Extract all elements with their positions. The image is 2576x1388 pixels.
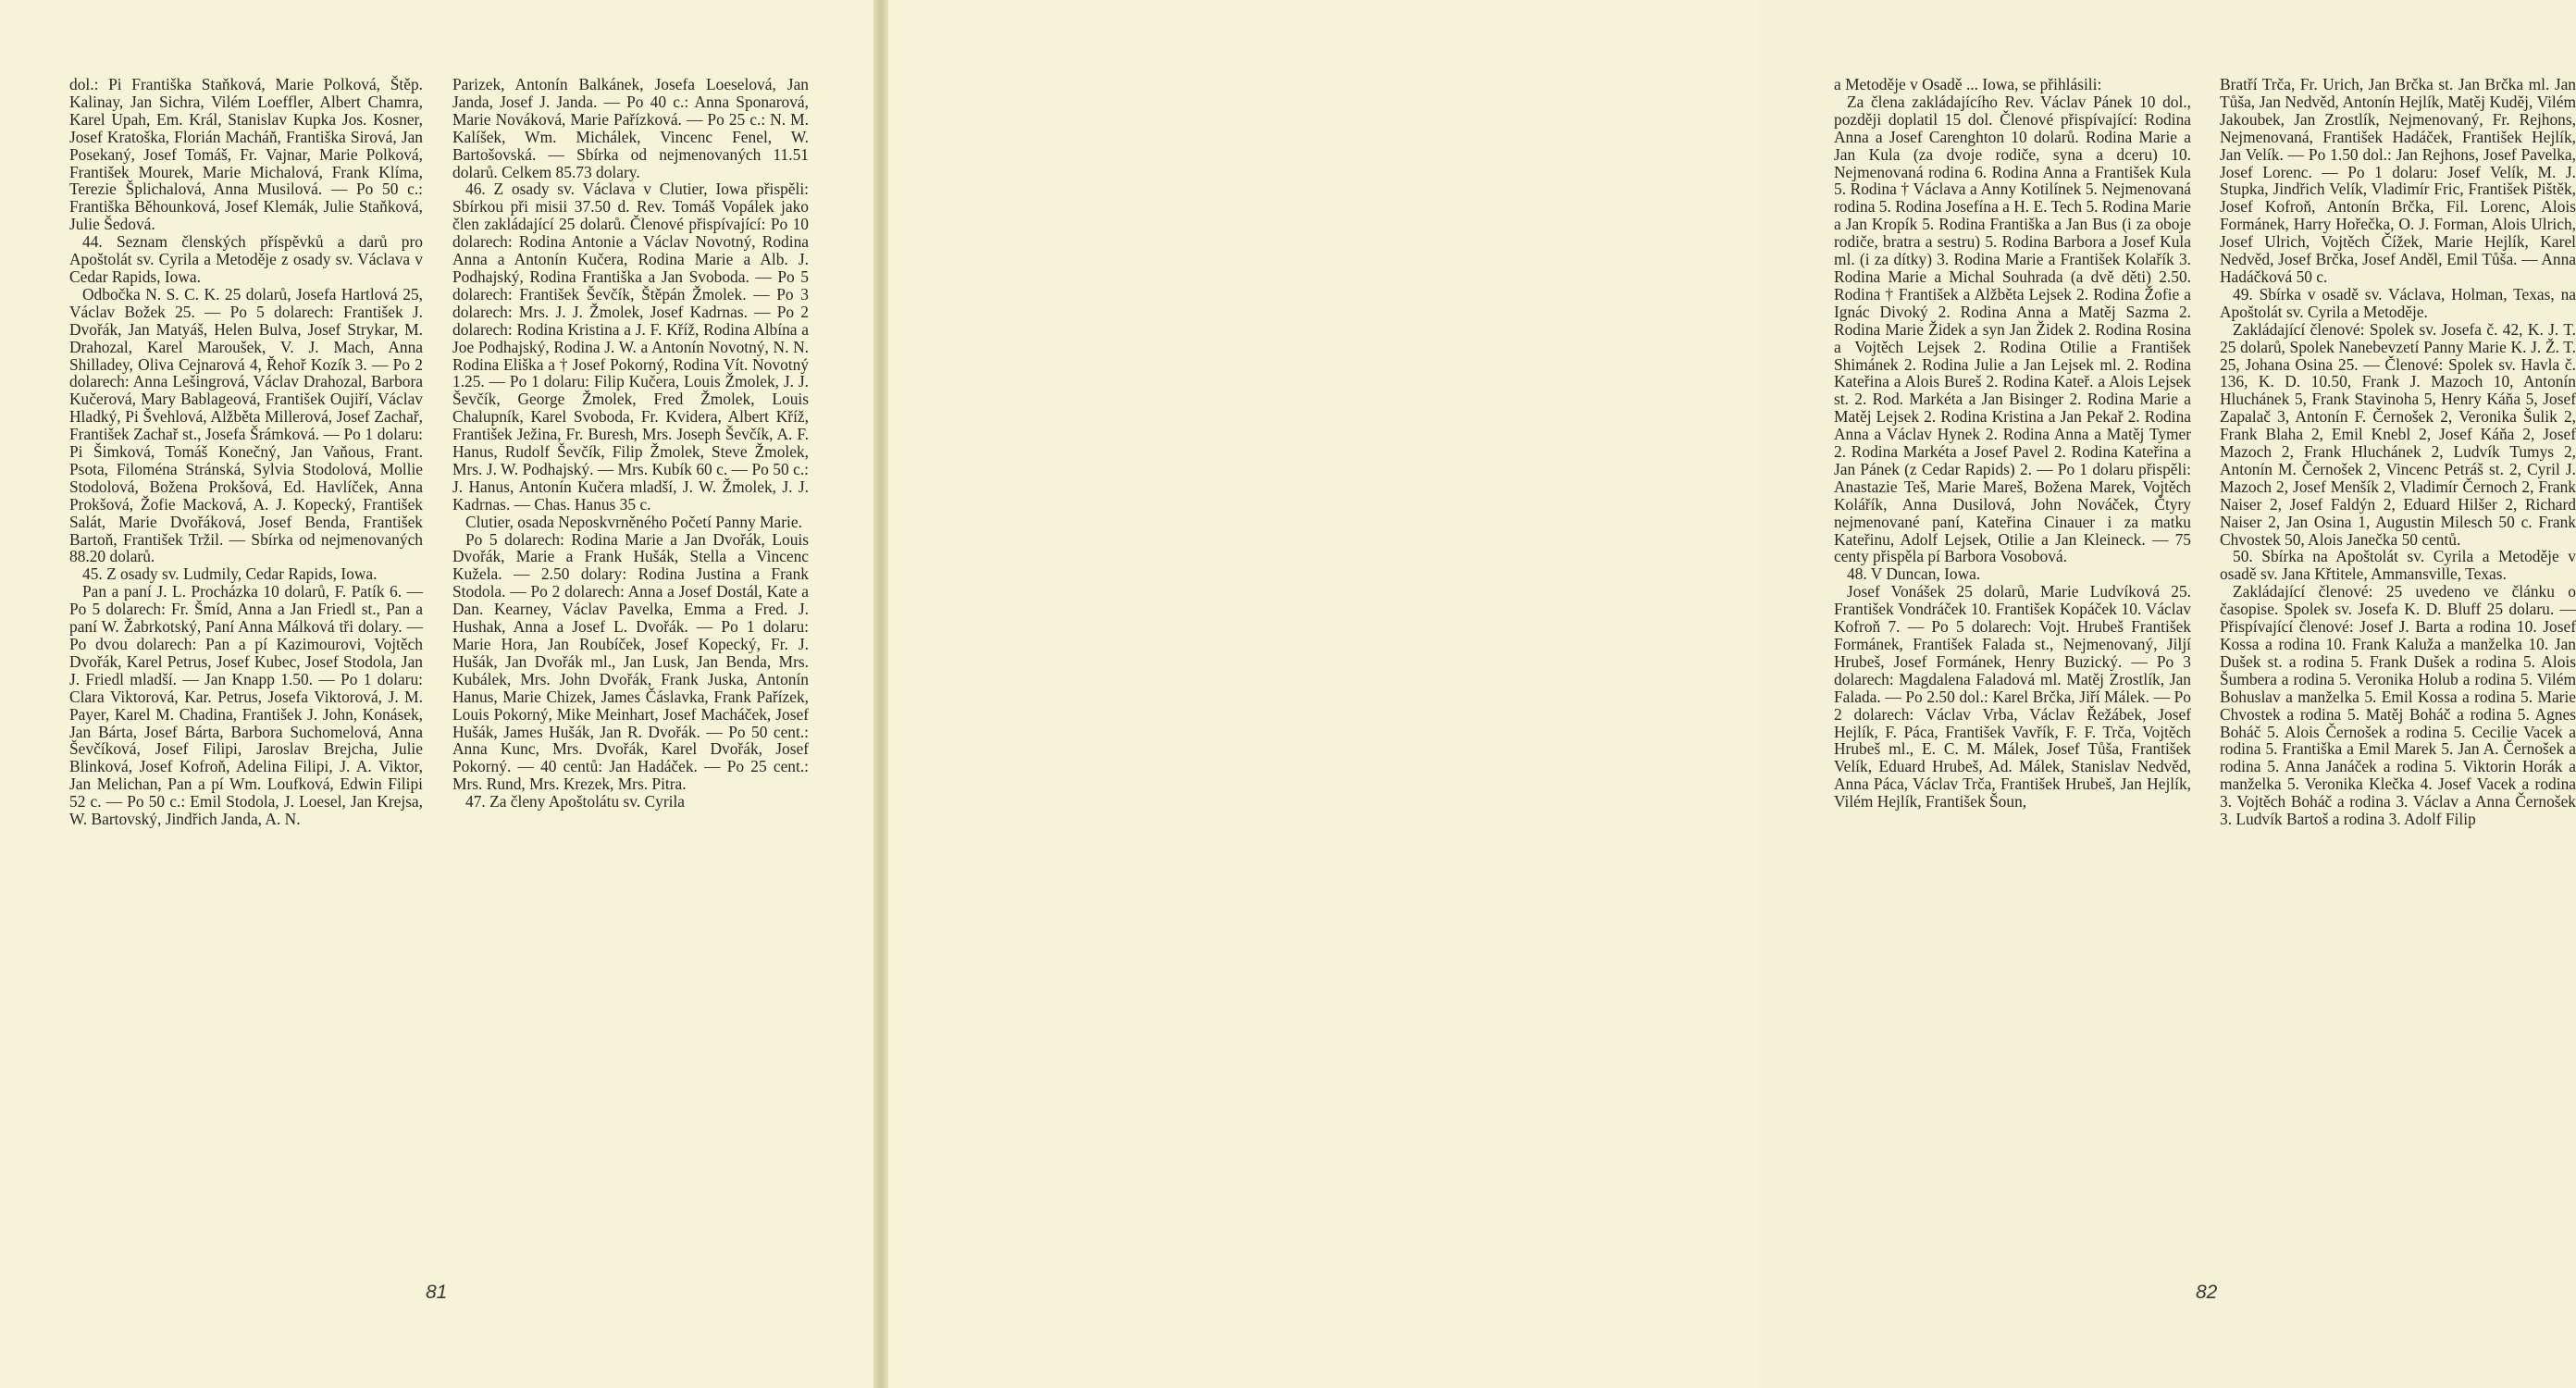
paragraph: Za člena zakládajícího Rev. Václav Pánek 10 dol., později doplatil 15 dol. Členové přispívající: Rodina Anna a Josef Carenghton 10 dolarů. Rodina Marie a Jan Kula (za dvoje rodiče, syna a dceru) 10. Nejmenovaná rodina 6. Rodina Anna a František Kula 5. Rodina † Václava a Anny Kotilínek 5. Nejmenovaná rodina 5. Rodina Josefína a H. E. Tech 5. Rodina Marie a Jan Kropík 5. Rodina Františka a Jan Bus (i za oboje rodiče, bratra a sestru) 5. Rodina Barbora a Josef Kula ml. (i za dítky) 3. Rodina Marie a František Kolařík 3. Rodina Marie a Michal Souhrada (a dvě děti) 2.50. Rodina † František a Alžběta Lejsek 2. Rodina Žofie a Ignác Divoký 2. Rodina Anna a Matěj Sazma 2. Rodina Marie Židek a syn Jan Židek 2. Rodina Rosina a Vojtěch Lejsek 2. Rodina Otilie a František Shimánek 2. Rodina Julie a Jan Lejsek ml. 2. Rodina Kateřina a Alois Bureš 2. Rodina Kateř. a Alois Lejsek st. 2. Rod. Markéta a Jan Bisinger 2. Rodina Marie a Matěj Lejsek 2. Rodina Kristina a Jan Pekař 2. Rodina Anna a Václav Hynek 2. Rodina Anna a Matěj Tymer 2. Rodina Markéta a Josef Pavel 2. Rodina Kateřina a Jan Pánek (z Cedar Rapids) 2. — Po 1 dolaru přispěli: Anastazie Teš, Marie Mareš, Božena Marek, Vojtěch Kolářík, Anna Dusilová, John Nováček, Čtyry nejmenované paní, Kateřina Cinauer i za matku Kateřinu, Adolf Lejsek, Otilie a Jan Kleineck. — 75 centy přispěla pí Barbora Vosobová. — [1834, 92, 2191, 566]
section-heading: 48. V Duncan, Iowa. — [1847, 564, 1981, 584]
right-page — [888, 0, 2576, 1388]
paragraph: Zakládající členové: 25 uvedeno ve článku o časopise. Spolek sv. Josefa K. D. Bluff 25 dolaru. — Přispívající členové: Josef J. Barta a rodina 10. Josef Kossa a rodina 10. Frank Kaluža a manželka 10. Jan Dušek st. a rodina 5. Frank Dušek a rodina 5. Alois Šumbera a rodina 5. Veronika Holub a rodina 5. Vilém Bohuslav a manželka 5. Emil Kossa a rodina 5. Marie Chvostek a rodina 5. Matěj Boháč a rodina 5. Agnes Boháč 5. Alois Černošek a rodina 5. Cecilie Vacek a rodina 5. Františka a Emil Marek 5. Jan A. Černošek a rodina 5. Anna Janáček a rodina 5. Viktorin Horák a manželka 5. Veronika Klečka 4. Josef Vacek a rodina 3. Vojtěch Boháč a rodina 3. Václav a Anna Černošek 3. Ludvík Bartoš a rodina 3. Adolf Filip — [2220, 582, 2576, 829]
paragraph: 44. Seznam členských příspěvků a darů pro Apoštolát sv. Cyrila a Metoděje z osady sv. Václava v Cedar Rapids, Iowa. — [69, 232, 423, 286]
page-number: 82 — [2196, 1282, 2218, 1303]
section-heading: 50. Sbírka na Apoštolát sv. Cyrila a Metoděje v osadě sv. Jana Křtitele, Ammansville, Texas. — [2220, 547, 2576, 584]
section-heading: Clutier, osada Neposkvrněného Početí Panny Marie. — [465, 512, 802, 531]
left-page-column-1 — [69, 76, 423, 828]
paragraph: Bratří Trča, Fr. Urich, Jan Brčka st. Jan Brčka ml. Jan Tůša, Jan Nedvěd, Antonín Hejlík, Matěj Kuděj, Vilém Jakoubek, Jan Zrostlík, Nejmenovaný, Fr. Rejhons, Nejmenovaná, František Hadáček, František Hejlík, Jan Velík. — Po 1.50 dol.: Jan Rejhons, Josef Pavelka, Josef Lorenc. — Po 1 dolaru: Josef Velík, M. J. Stupka, Jindřich Velík, Vladimír Fric, František Pištěk, Josef Kofroň, Antonín Brčka, Fil. Lorenc, Alois Formánek, Harry Hořečka, O. J. Forman, Alois Ulrich, Josef Ulrich, Vojtěch Čížek, Marie Hejlík, Karel Nedvěd, Josef Brčka, Josef Anděl, Emil Tůša. — Anna Hadáčková 50 c. — [2220, 75, 2576, 286]
paragraph: Odbočka N. S. C. K. 25 dolarů, Josefa Hartlová 25, Václav Božek 25. — Po 5 dolarech: František J. Dvořák, Jan Matyáš, Helen Bulva, Josef Strykar, M. Drahozal, Karel Maroušek, V. J. Mach, Anna Shilladey, Oliva Cejnarová 4, Řehoř Kozík 3. — Po 2 dolarech: Anna Lešingrová, Václav Drahozal, Barbora Kučerová, Mary Bablageová, František Oujiří, Václav Hladký, Pi Švehlová, Alžběta Millerová, Josef Zachař, František Zachař st., Josefa Šrámková. — Po 1 dolaru: Pi Šimková, Tomáš Konečný, Jan Vaňous, Frant. Psota, Filoména Stránská, Sylvia Stodolová, Mollie Stodolová, Božena Prokšová, Ed. Havlíček, Anna Prokšová, Žofie Macková, A. J. Kopecký, František Salát, Marie Dvořáková, Josef Benda, František Bartoň, František Tržil. — Sbírka od nejmenovaných 88.20 dolarů. — [69, 284, 423, 566]
right-page-column-2 — [2220, 76, 2576, 828]
section-heading: 47. Za členy Apoštolátu sv. Cyrila — [465, 792, 685, 812]
paragraph: Pan a paní J. L. Procházka 10 dolarů, F. Patík 6. — Po 5 dolarech: Fr. Šmíd, Anna a Jan Friedl st., Pan a paní W. Žabrkotský, Paní Anna Málková tři dolary. — Po dvou dolarech: Pan a pí Kazimourovi, Vojtěch Dvořák, Karel Petrus, Josef Kubec, Josef Stodola, Jan J. Friedl mladší. — Jan Knapp 1.50. — Po 1 dolaru: Clara Viktorová, Kar. Petrus, Josefa Viktorová, J. M. Payer, Karel M. Chadina, František J. John, Konásek, Jan Bárta, Josef Bárta, Barbora Suchomelová, Anna Ševčíková, Josef Filipi, Jaroslav Brejcha, Julie Blinková, Josef Kofroň, Adelina Filipi, J. A. Viktor, Jan Melichan, Pan a pí Wm. Loufková, Edwin Filipi 52 c. — Po 50 c.: Emil Stodola, J. Loesel, Jan Krejsa, W. Bartovský, Jindřich Janda, A. N. — [69, 582, 423, 829]
paragraph: dol.: Pi Františka Staňková, Marie Polková, Štěp. Kalinay, Jan Sichra, Vilém Loeffler, Albert Chamra, Karel Upah, Em. Král, Stanislav Kupka Jos. Kosner, Josef Kratoška, Florián Macháň, Františka Sirová, Jan Posekaný, Josef Tomáš, Fr. Vajnar, Marie Polková, František Mourek, Marie Michalová, Frank Klíma, Terezie Šplichalová, Anna Musilová. — Po 50 c.: Františka Běhounková, Josef Klemák, Julie Staňková, Julie Šedová. — [69, 75, 423, 234]
paragraph: Josef Vonášek 25 dolarů, Marie Ludvíková 25. František Vondráček 10. František Kopáček 10. Václav Kofroň 7. — Po 5 dolarech: Vojt. Hrubeš František Formánek, František Falada st., Nejmenovaný, Jiljí Hrubeš, Josef Formánek, Henry Buzický. — Po 3 dolarech: Magdalena Faladová ml. Matěj Zrostlík, Jan Falada. — Po 2.50 dol.: Karel Brčka, Jiří Málek. — Po 2 dolarech: Václav Vrba, Václav Řežábek, Josef Hejlík, F. Páca, František Vavřík, F. F. Trča, Vojtěch Hrubeš ml., E. C. M. Málek, Josef Tůša, František Velík, Eduard Hrubeš, Ad. Málek, Stanislav Nedvěd, Anna Páca, Václav Trča, František Hrubeš, Jan Hejlík, Vilém Hejlík, František Šoun, — [1834, 582, 2191, 812]
paragraph: Po 5 dolarech: Rodina Marie a Jan Dvořák, Louis Dvořák, Marie a Frank Hušák, Stella a Vincenc Kužela. — 2.50 dolary: Rodina Justina a Frank Stodola. — Po 2 dolarech: Anna a Josef Dostál, Kate a Dan. Kearney, Václav Pavelka, Emma a Fred. J. Hushak, Anna a Josef L. Dvořák. — Po 1 dolaru: Marie Hora, Jan Roubíček, Josef Kopecký, Fr. J. Hušák, Jan Dvořák ml., Jan Lusk, Jan Benda, Mrs. Kubálek, Mrs. John Dvořák, Frank Juska, Antonín Hanus, Marie Chizek, James Čáslavka, Frank Pařízek, Louis Pokorný, Mike Meinhart, Josef Macháček, Josef Hušák, James Hušák, Jan R. Dvořák. — Po 50 cent.: Anna Kunc, Mrs. Dvořák, Karel Dvořák, Josef Pokorný. — 40 centů: Jan Hadáček. — Po 25 cent.: Mrs. Rund, Mrs. Krezek, Mrs. Pitra. — [452, 529, 809, 794]
paragraph: Parizek, Antonín Balkánek, Josefa Loeselová, Jan Janda, Josef J. Janda. — Po 40 c.: Anna Sponarová, Marie Nováková, Marie Pařízková. — Po 25 c.: N. M. Kalíšek, Wm. Michálek, Vincenc Fenel, W. Bartošovská. — Sbírka od nejmenovaných 11.51 dolarů. Celkem 85.73 dolary. — [452, 75, 809, 181]
left-page-column-2 — [452, 76, 809, 811]
right-page-column-1 — [1834, 76, 2191, 811]
paragraph: a Metoděje v Osadě ... Iowa, se přihlásili: — [1834, 75, 2102, 93]
book-gutter — [873, 0, 888, 1388]
page-number: 81 — [426, 1282, 448, 1303]
section-heading: 49. Sbírka v osadě sv. Václava, Holman, Texas, na Apoštolát sv. Cyrila a Metoděje. — [2220, 284, 2576, 321]
paragraph: 46. Z osady sv. Václava v Clutier, Iowa přispěli: Sbírkou při misii 37.50 d. Rev. Tomáš Vopálek jako člen zakládající 25 dolarů. Členové přispívající: Po 10 dolarech: Rodina Antonie a Václav Novotný, Rodina Anna a Antonín Kučera, Rodina Marie a Alb. J. Podhajský, Rodina Františka a Jan Svoboda. — Po 5 dolarech: František Ševčík, Štěpán Žmolek. — Po 3 dolarech: Mrs. J. J. Žmolek, Josef Kadrnas. — Po 2 dolarech: Rodina Kristina a J. F. Kříž, Rodina Albína a Joe Podhajský, Rodina J. W. a Antonín Novotný, N. N. Rodina Eliška a † Josef Pokorný, Rodina Vít. Novotný 1.25. — Po 1 dolaru: Filip Kučera, Louis Žmolek, J. J. Ševčík, George Žmolek, Fred Žmolek, Louis Chalupník, Karel Svoboda, Fr. Kvidera, Albert Kříž, František Ježina, Fr. Buresh, Mrs. Joseph Ševčík, A. F. Hanus, Rudolf Ševčík, Filip Žmolek, Steve Žmolek, Mrs. J. W. Podhajský. — Mrs. Kubík 60 c. — Po 50 c.: J. Hanus, Antonín Kučera mladší, J. W. Žmolek, J. J. Kadrnas. — Chas. Hanus 35 c. — [452, 180, 809, 514]
paragraph: Zakládající členové: Spolek sv. Josefa č. 42, K. J. T. 25 dolarů, Spolek Nanebevzetí Panny Marie K. J. Ž. T. 25, Johana Osina 25. — Členové: Spolek sv. Havla č. 136, K. D. 10.50, Frank J. Mazoch 10, Antonín Hluchánek 5, Frank Stavinoha 5, Henry Káňa 5, Josef Zapalač 3, Antonín F. Černošek 2, Veronika Šulik 2, Frank Blaha 2, Emil Knebl 2, Josef Káňa 2, Josef Mazoch 2, Frank Hluchánek 2, Ludvík Tumys 2, Antonín M. Černošek 2, Vincenc Petráš st. 2, Cyril J. Mazoch 2, Josef Menšík 2, Vladimír Černoch 2, Frank Naiser 2, Josef Faldýn 2, Eduard Hilšer 2, Richard Naiser 2, Jan Osina 1, Augustin Milesch 50 c. Frank Chvostek 50, Alois Janečka 50 centů. — [2220, 319, 2576, 549]
left-page — [0, 0, 873, 1388]
section-heading: 45. Z osady sv. Ludmily, Cedar Rapids, Iowa. — [82, 564, 378, 584]
